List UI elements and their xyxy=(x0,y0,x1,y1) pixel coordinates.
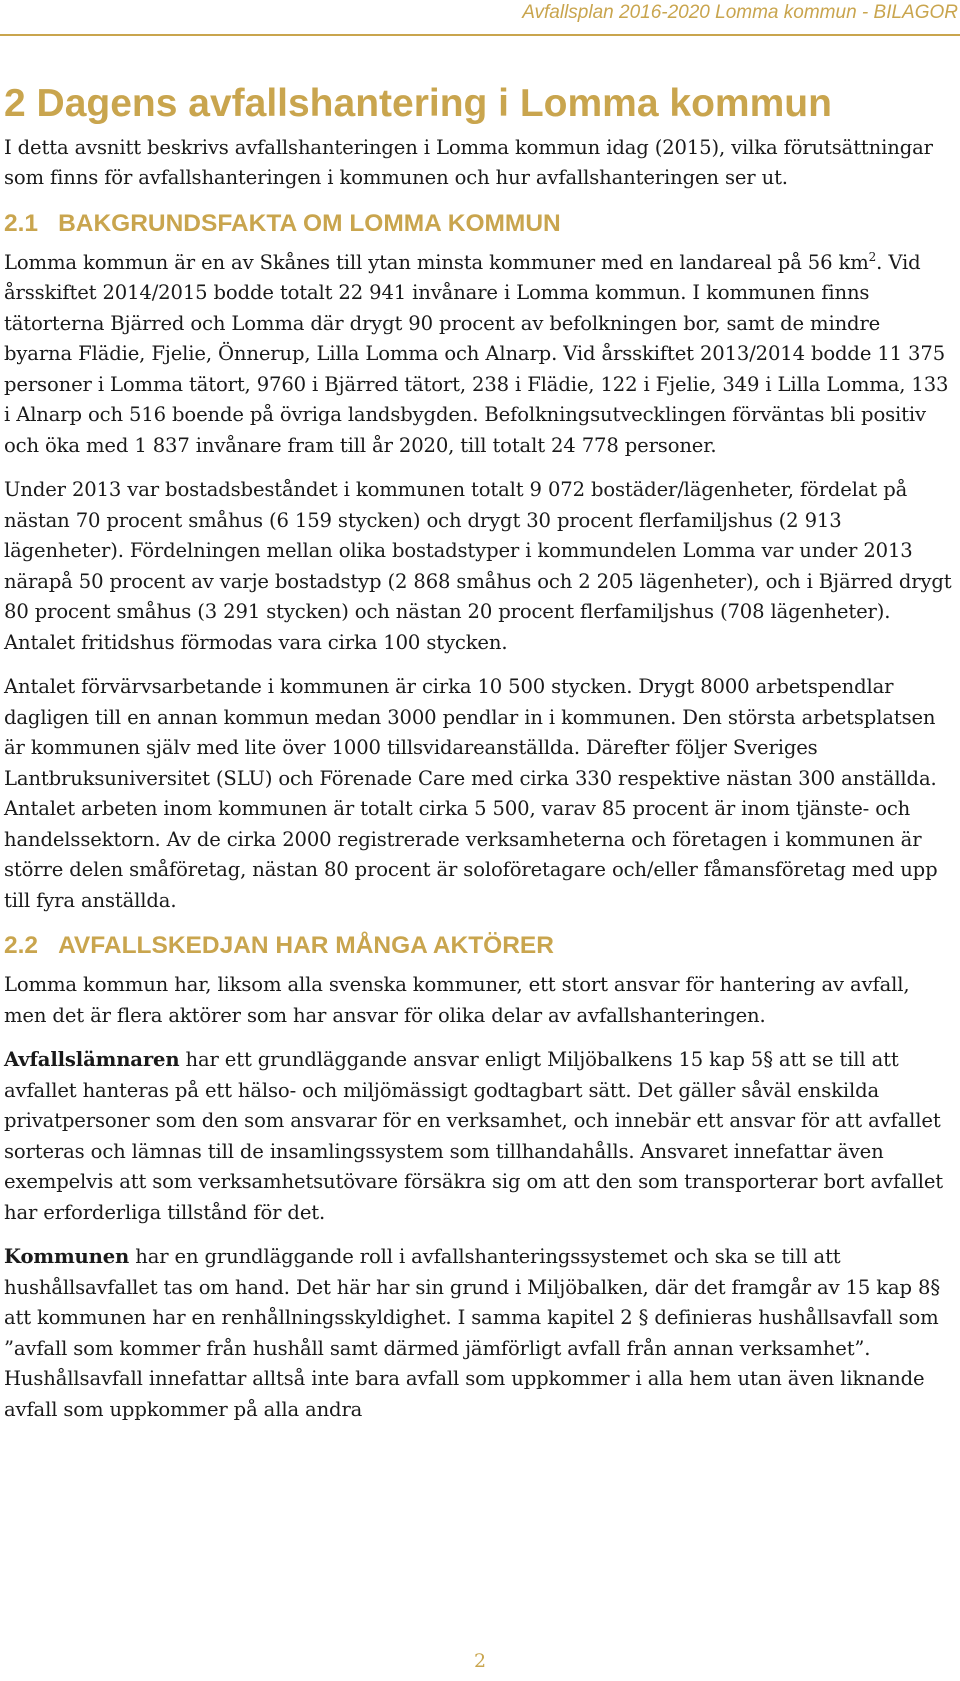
section-heading-2-2 xyxy=(4,930,954,962)
paragraph-waste-producer xyxy=(4,1045,954,1228)
text-run: Lomma kommun är en av Skånes till ytan minsta kommuner med en landareal på 56 km xyxy=(4,250,869,274)
text-run: har en grundläggande roll i avfallshanteringssystemet och ska se till att hushållsavfallet tas om hand. Det här har sin grund i Miljöbalken, där det framgår av 15 kap 8§ att kommunen har en renhållningsskyldighet. I samma kapitel 2 § definieras hushållsavfall som ”avfall som kommer från hushåll samt därmed jämförligt avfall från annan verksamhet”. Hushållsavfall innefattar alltså inte bara avfall som uppkommer i alla hem utan även liknande avfall som uppkommer på alla andra xyxy=(4,1245,940,1421)
text-run: har ett grundläggande ansvar enligt Miljöbalkens 15 kap 5§ att se till att avfallet hanteras på ett hälso- och miljömässigt godtagbart sätt. Det gäller såväl enskilda privatpersoner som den som ansvarar för en verksamhet, och innebär ett ansvar för att avfallet sorteras och lämnas till de insamlingssystem som tillhandahålls. Ansvaret innefattar även exempelvis att som verksamhetsutövare försäkra sig om att den som transporterar bort avfallet har erforderliga tillstånd för det. xyxy=(4,1048,944,1224)
section-title: AVFALLSKEDJAN HAR MÅNGA AKTÖRER xyxy=(58,932,554,960)
text-run: . Vid årsskiftet 2014/2015 bodde totalt 22 941 invånare i Lomma kommun. I kommunen finns tätorterna Bjärred och Lomma där drygt 90 procent av befolkningen bor, samt de mindre byarna Flädie, Fjelie, Önnerup, Lilla Lomma och Alnarp. Vid årsskiftet 2013/2014 bodde 11 375 personer i Lomma tätort, 9760 i Bjärred tätort, 238 i Flädie, 122 i Fjelie, 349 i Lilla Lomma, 133 i Alnarp och 516 boende på övriga landsbygden. Befolkningsutvecklingen förväntas bli positiv och öka med 1 837 invånare fram till år 2020, till totalt 24 778 personer. xyxy=(4,250,949,457)
section-title: BAKGRUNDSFAKTA OM LOMMA KOMMUN xyxy=(58,209,561,237)
paragraph-background xyxy=(4,248,954,462)
chapter-intro: I detta avsnitt beskrivs avfallshanteringen i Lomma kommun idag (2015), vilka förutsättningar som finns för avfallshanteringen i kommunen och hur avfallshanteringen ser ut. xyxy=(4,135,933,190)
chapter-number: 2 xyxy=(4,82,26,125)
bold-term: Avfallslämnaren xyxy=(4,1048,180,1072)
page-content xyxy=(4,70,954,1439)
section-number: 2.1 xyxy=(4,209,39,237)
header-rule xyxy=(0,34,960,36)
superscript: 2 xyxy=(868,249,877,264)
section-number: 2.2 xyxy=(4,932,39,960)
chapter-title: Dagens avfallshantering i Lomma kommun xyxy=(36,82,832,125)
bold-term: Kommunen xyxy=(4,1245,130,1269)
page-number: 2 xyxy=(473,1650,487,1672)
paragraph-employment: Antalet förvärvsarbetande i kommunen är cirka 10 500 stycken. Drygt 8000 arbetspendlar dagligen till en annan kommun medan 3000 pendlar in i kommunen. Den största arbetsplatsen är kommunen själv med lite över 1000 tillsvidareanställda. Därefter följer Sveriges Lantbruksuniversitet (SLU) och Förenade Care med cirka 330 respektive nästan 300 anställda. Antalet arbeten inom kommunen är totalt cirka 5 500, varav 85 procent är inom tjänste- och handelssektorn. Av de cirka 2000 registrerade verksamheterna och företagen i kommunen är större delen småföretag, nästan 80 procent är soloföretagare och/eller fåmansföretag med upp till fyra anställda. xyxy=(4,675,938,912)
paragraph-actors: Lomma kommun har, liksom alla svenska kommuner, ett stort ansvar för hantering av avfall, men det är flera aktörer som har ansvar för olika delar av avfallshanteringen. xyxy=(4,973,910,1027)
paragraph-municipality xyxy=(4,1242,954,1425)
paragraph-housing: Under 2013 var bostadsbeståndet i kommunen totalt 9 072 bostäder/lägenheter, fördelat på nästan 70 procent småhus (6 159 stycken) och drygt 30 procent flerfamiljshus (2 913 lägenheter). Fördelningen mellan olika bostadstyper i kommundelen Lomma var under 2013 närapå 50 procent av varje bostadstyp (2 868 småhus och 2 205 lägenheter), och i Bjärred drygt 80 procent småhus (3 291 stycken) och nästan 20 procent flerfamiljshus (708 lägenheter). Antalet fritidshus förmodas vara cirka 100 stycken. xyxy=(4,478,952,654)
chapter-heading xyxy=(4,82,954,127)
running-header: Avfallsplan 2016-2020 Lomma kommun - BILAGOR xyxy=(522,2,958,23)
section-heading-2-1 xyxy=(4,208,954,240)
